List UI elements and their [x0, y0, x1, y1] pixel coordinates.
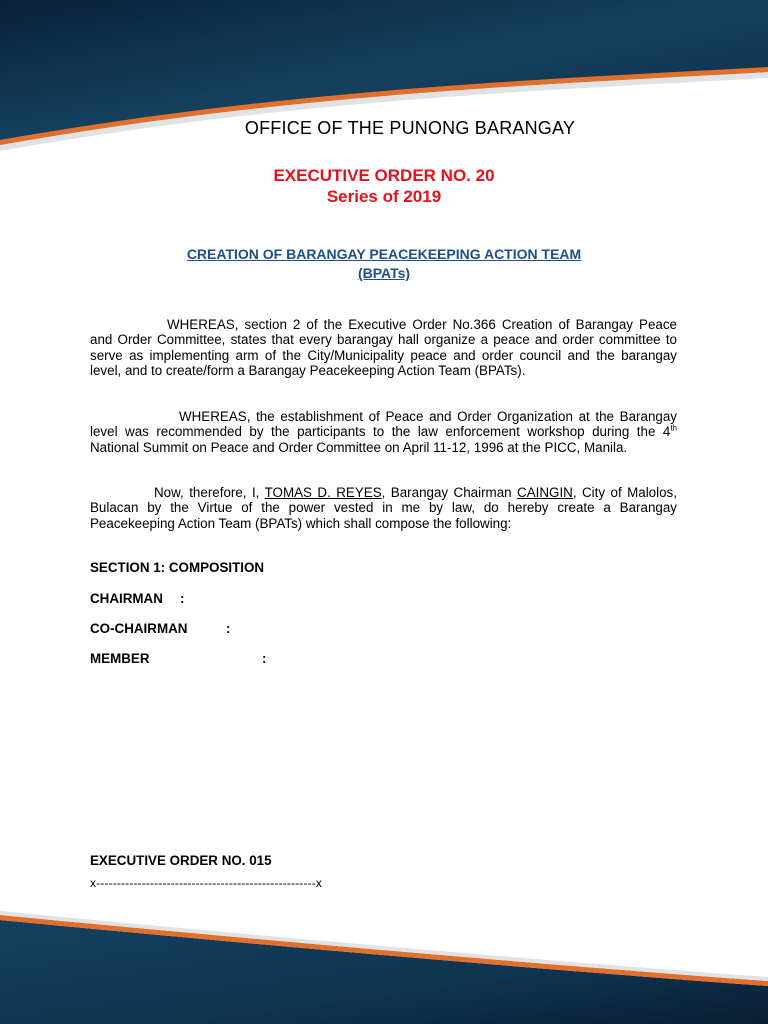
- whereas-paragraph-2: [90, 409, 677, 455]
- order-number: EXECUTIVE ORDER NO. 20: [273, 166, 495, 185]
- order-subject: [0, 245, 768, 283]
- chairman-name: TOMAS D. REYES: [264, 485, 382, 500]
- section-heading: SECTION 1: COMPOSITION: [90, 560, 265, 575]
- whereas-paragraph-1: [90, 317, 677, 378]
- paragraph-2-text-b: National Summit on Peace and Order Committee on April 11-12, 1996 at the PICC, Manila.: [90, 439, 628, 455]
- paragraph-1-text: WHEREAS, section 2 of the Executive Order No.366 Creation of Barangay Peace and Order Committee, states that every barangay hall organize a peace and order committee to serve as implementing arm of the City/Municipality peace and order council and the barangay level, and to create/form a Barangay Peacekeeping Action Team (BPATs).: [90, 317, 677, 378]
- paragraph-2-text-a: WHEREAS, the establishment of Peace and Order Organization at the Barangay level was recommended by the participants to the law enforcement workshop during the 4: [90, 409, 677, 440]
- ordinal-suffix: th: [670, 423, 677, 433]
- subject-line-1: CREATION OF BARANGAY PEACEKEEPING ACTION TEAM: [186, 246, 582, 262]
- chairman-colon: :: [180, 591, 185, 606]
- co-chairman-colon: :: [226, 621, 231, 636]
- now-therefore-paragraph: [90, 485, 677, 531]
- co-chairman-label: CO-CHAIRMAN: [90, 621, 188, 636]
- member-label: MEMBER: [90, 651, 150, 666]
- chairman-label: CHAIRMAN: [90, 591, 163, 606]
- order-series: Series of 2019: [326, 187, 442, 206]
- office-title: OFFICE OF THE PUNONG BARANGAY: [244, 118, 576, 138]
- subject-line-2: (BPATs): [357, 265, 411, 281]
- executive-order-reference: EXECUTIVE ORDER NO. 015: [90, 853, 272, 868]
- paragraph-3-text-a: Now, therefore, I,: [154, 485, 265, 500]
- paragraph-3-text-c: , City of Malolos, Bulacan by the Virtue of the power vested in me by law, do hereby create a Barangay Peacekeeping Action Team (BPATs) which shall compose the following:: [90, 485, 677, 531]
- separator-line: x-----------------------------------------------------x: [90, 876, 323, 890]
- member-colon: :: [262, 651, 267, 666]
- paragraph-3-text-b: , Barangay Chairman: [381, 485, 518, 500]
- executive-order-heading: [0, 165, 768, 207]
- barangay-name: CAINGIN: [517, 485, 573, 500]
